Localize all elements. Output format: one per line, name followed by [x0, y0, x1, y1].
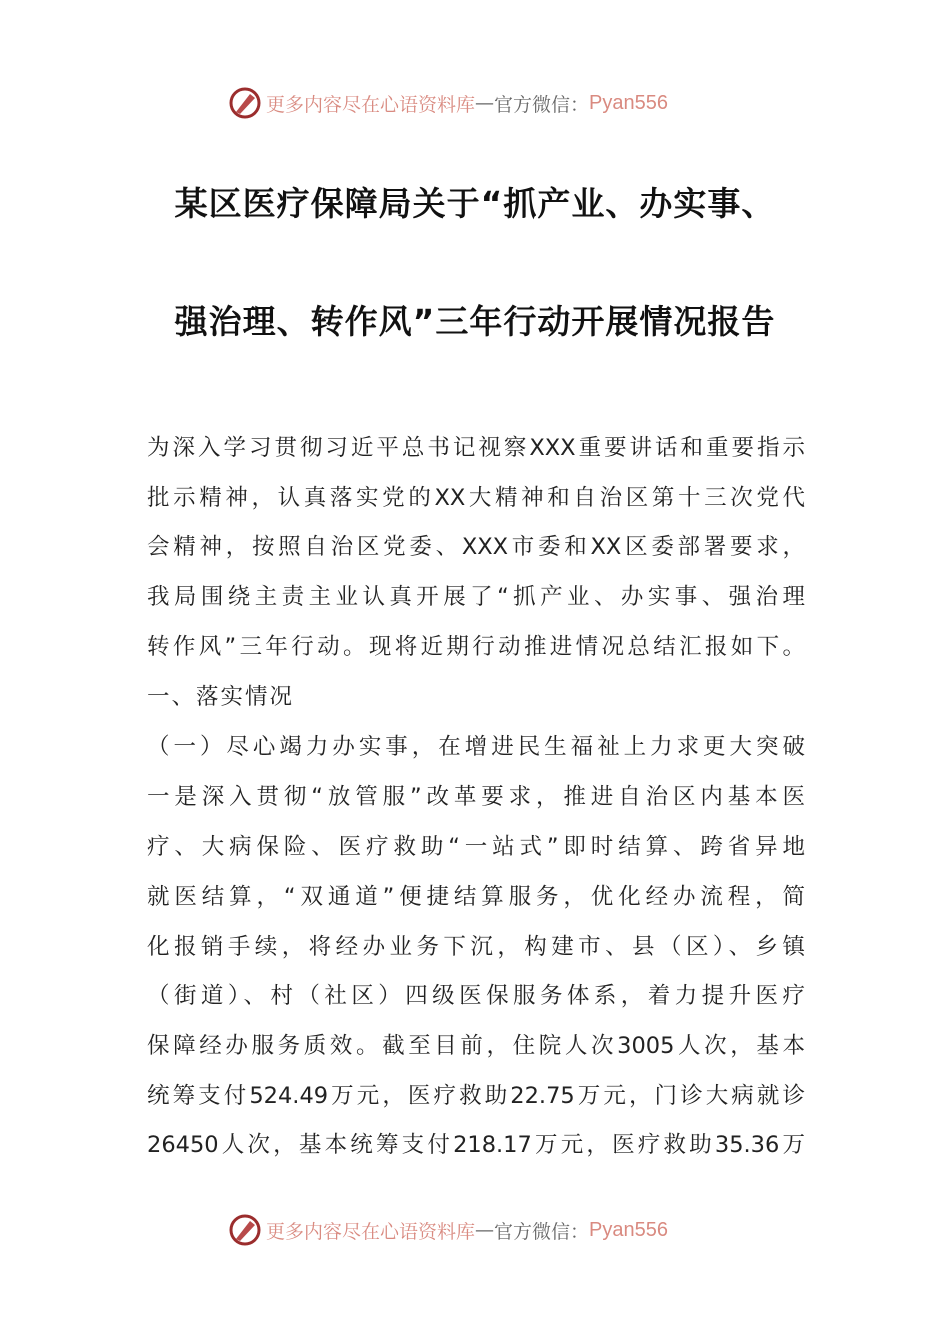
watermark-site-text: 更多内容尽在心语资料库	[266, 93, 476, 116]
body-line: 统筹支付524.49万元，医疗救助22.75万元，门诊大病就诊	[147, 1083, 805, 1109]
body-line: 批示精神，认真落实党的XX大精神和自治区第十三次党代	[147, 485, 805, 511]
body-line: 化报销手续，将经办业务下沉，构建市、县（区）、乡镇	[147, 934, 805, 960]
body-line: 为深入学习贯彻习近平总书记视察XXX重要讲话和重要指示	[147, 435, 805, 461]
body-line: 保障经办服务质效。截至目前，住院人次3005人次，基本	[147, 1033, 805, 1059]
watermark-wechat-label: 官方微信：	[494, 93, 590, 116]
watermark-wechat-label: 官方微信：	[494, 1220, 590, 1243]
pen-logo-icon	[228, 1213, 262, 1247]
footer-watermark	[228, 1212, 668, 1248]
pen-logo-icon	[228, 86, 262, 120]
document-title-line-2: 强治理、转作风”三年行动开展情况报告	[174, 302, 776, 341]
body-line: 就医结算，“双通道”便捷结算服务，优化经办流程，简	[147, 884, 805, 910]
watermark-wechat-id: Pyan556	[589, 1218, 668, 1241]
header-watermark	[228, 85, 668, 121]
body-line: 一是深入贯彻“放管服”改革要求，推进自治区内基本医	[147, 784, 805, 810]
document-title-line-1: 某区医疗保障局关于“抓产业、办实事、	[174, 184, 776, 223]
subsection-heading: （一）尽心竭力办实事，在增进民生福祉上力求更大突破	[147, 734, 805, 760]
body-line: 26450人次，基本统筹支付218.17万元，医疗救助35.36万	[147, 1132, 805, 1158]
watermark-dash: —	[475, 1219, 495, 1241]
watermark-dash: —	[475, 92, 495, 114]
watermark-site-text: 更多内容尽在心语资料库	[266, 1220, 476, 1243]
body-line: 会精神，按照自治区党委、XXX市委和XX区委部署要求，	[147, 534, 805, 560]
body-line: 疗、大病保险、医疗救助“一站式”即时结算、跨省异地	[147, 834, 805, 860]
body-line: （街道）、村（社区）四级医保服务体系，着力提升医疗	[147, 983, 805, 1009]
body-line: 我局围绕主责主业认真开展了“抓产业、办实事、强治理	[147, 584, 805, 610]
body-line: 转作风”三年行动。现将近期行动推进情况总结汇报如下。	[147, 634, 805, 660]
section-heading: 一、落实情况	[147, 684, 295, 710]
watermark-wechat-id: Pyan556	[589, 91, 668, 114]
